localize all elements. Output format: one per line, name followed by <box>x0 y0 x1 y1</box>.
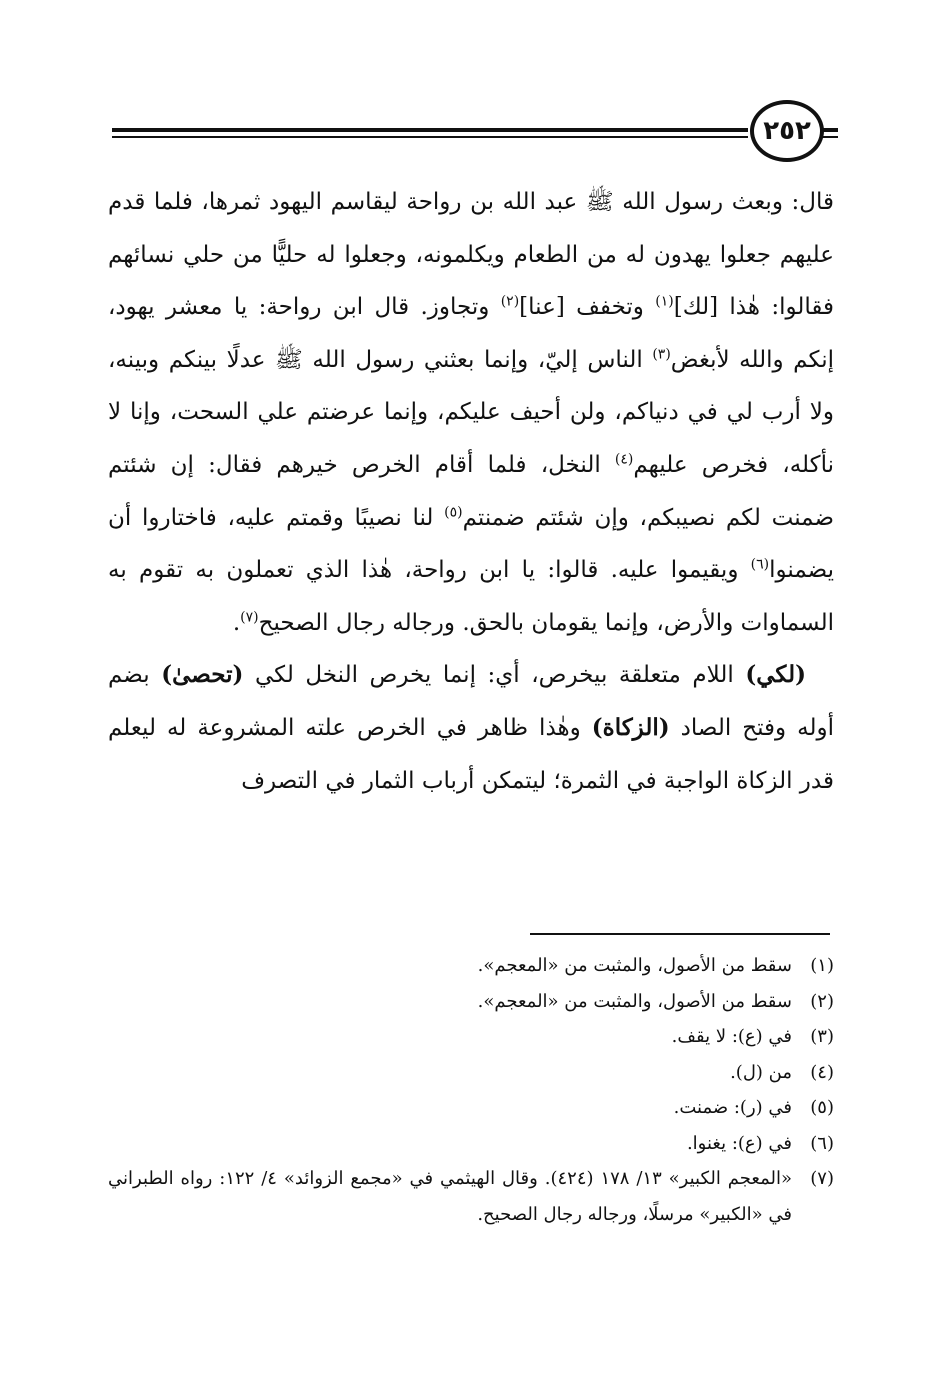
text-run: وتجاوز. قال ابن رواحة: يا معشر يهود، إنكم والله لأبغض <box>108 294 834 373</box>
footnote-ref-3: (٣) <box>652 346 671 363</box>
text-run: النخل، فلما أقام الخرص خيرهم فقال: إن شئتم ضمنت لكم نصيبكم، وإن شئتم ضمنتم <box>108 451 834 531</box>
text-run: بضم أوله وفتح الصاد <box>108 662 834 741</box>
footnote-text: سقط من الأصول، والمثبت من «المعجم». <box>477 955 792 976</box>
footnote-number: (١) <box>810 955 834 976</box>
footnote-ref-7: (٧) <box>240 609 259 626</box>
footnote-number: (٧) <box>810 1168 834 1189</box>
text-run: وهٰذا ظاهر في الخرص علته المشروعة له ليعلم قدر الزكاة الواجبة في الثمرة؛ ليتمكن أرباب الثمار في التصرف <box>108 714 834 794</box>
text-run: وتخفف [عنا] <box>519 294 656 321</box>
footnote-item <box>108 948 834 984</box>
footnote-number: (٥) <box>810 1097 834 1118</box>
header-rule-thick <box>112 128 748 132</box>
page-header <box>112 98 838 168</box>
footnote-ref-6: (٦) <box>750 556 770 573</box>
footnote-item <box>108 984 834 1020</box>
footnote-ref-2: (٢) <box>500 293 520 310</box>
footnotes <box>108 948 834 1232</box>
page-number: ٢٥٢ <box>763 116 811 146</box>
footnote-text: في (ع): لا يقف. <box>671 1026 792 1047</box>
text-run: الناس إليّ، وإنما بعثني رسول الله ﷺ عدلًا بينكم وبينه، ولا أرب لي في دنياكم، ولن أحيف عليكم، وإنما عرضتم علي السحت، وإنا لا نأكله، فخرص عليهم <box>108 346 834 478</box>
footnote-number: (٦) <box>810 1132 834 1154</box>
page-number-badge <box>750 100 824 162</box>
footnote-item <box>108 1161 834 1232</box>
footnote-ref-5: (٥) <box>444 503 463 520</box>
footnote-item <box>108 1019 834 1055</box>
footnote-item <box>108 1126 834 1162</box>
footnote-text: «المعجم الكبير» ١٣/ ١٧٨ (٤٢٤). وقال الهيثمي في «مجمع الزوائد» ٤/ ١٢٢: رواه الطبراني في «الكبير» مرسلًا، ورجاله رجال الصحيح. <box>108 1168 792 1225</box>
text-run: . <box>232 609 241 636</box>
header-rule-thin <box>112 136 748 138</box>
footnote-number: (٢) <box>810 990 834 1012</box>
header-rule-end-thin <box>822 136 838 138</box>
footnote-number: (٣) <box>810 1026 834 1047</box>
footnote-ref-1: (١) <box>655 293 674 310</box>
keyword-zakat: (الزكاة) <box>591 713 670 741</box>
footnote-text: في (ع): يغنوا. <box>686 1132 792 1154</box>
text-run: ويقيموا عليه. قالوا: يا ابن رواحة، هٰذا الذي تعملون به تقوم به السماوات والأرض، وإنما يقومان بالحق. ورجاله رجال الصحيح <box>108 557 834 636</box>
footnote-text: في (ر): ضمنت. <box>673 1097 792 1118</box>
footnote-item <box>108 1090 834 1126</box>
text-run: قال: وبعث رسول الله ﷺ عبد الله بن رواحة ليقاسم اليهود ثمرها، فلما قدم عليهم جعلوا يهدون له من الطعام ويكلمونه، وجعلوا له حليًّا من حلي نسائهم فقالوا: هٰذا [لك] <box>108 189 834 321</box>
paragraph-commentary <box>108 649 834 807</box>
footnote-number: (٤) <box>810 1061 834 1083</box>
header-rule-end-thick <box>822 128 838 132</box>
keyword-tuhsa: (تحصىٰ) <box>161 661 244 689</box>
paragraph-hadith <box>108 176 834 649</box>
keyword-lam: (لكي) <box>745 661 806 689</box>
text-run: لنا نصيبًا وقمتم عليه، فاختاروا أن يضمنوا <box>108 504 834 584</box>
text-run: اللام متعلقة بيخرص، أي: إنما يخرص النخل لكي <box>243 662 746 689</box>
footnote-text: سقط من الأصول، والمثبت من «المعجم». <box>477 990 792 1012</box>
footnote-item <box>108 1055 834 1091</box>
footnote-ref-4: (٤) <box>614 451 634 468</box>
footnote-text: من (ل). <box>730 1061 792 1083</box>
footnote-separator <box>530 933 830 935</box>
main-text <box>108 176 834 807</box>
